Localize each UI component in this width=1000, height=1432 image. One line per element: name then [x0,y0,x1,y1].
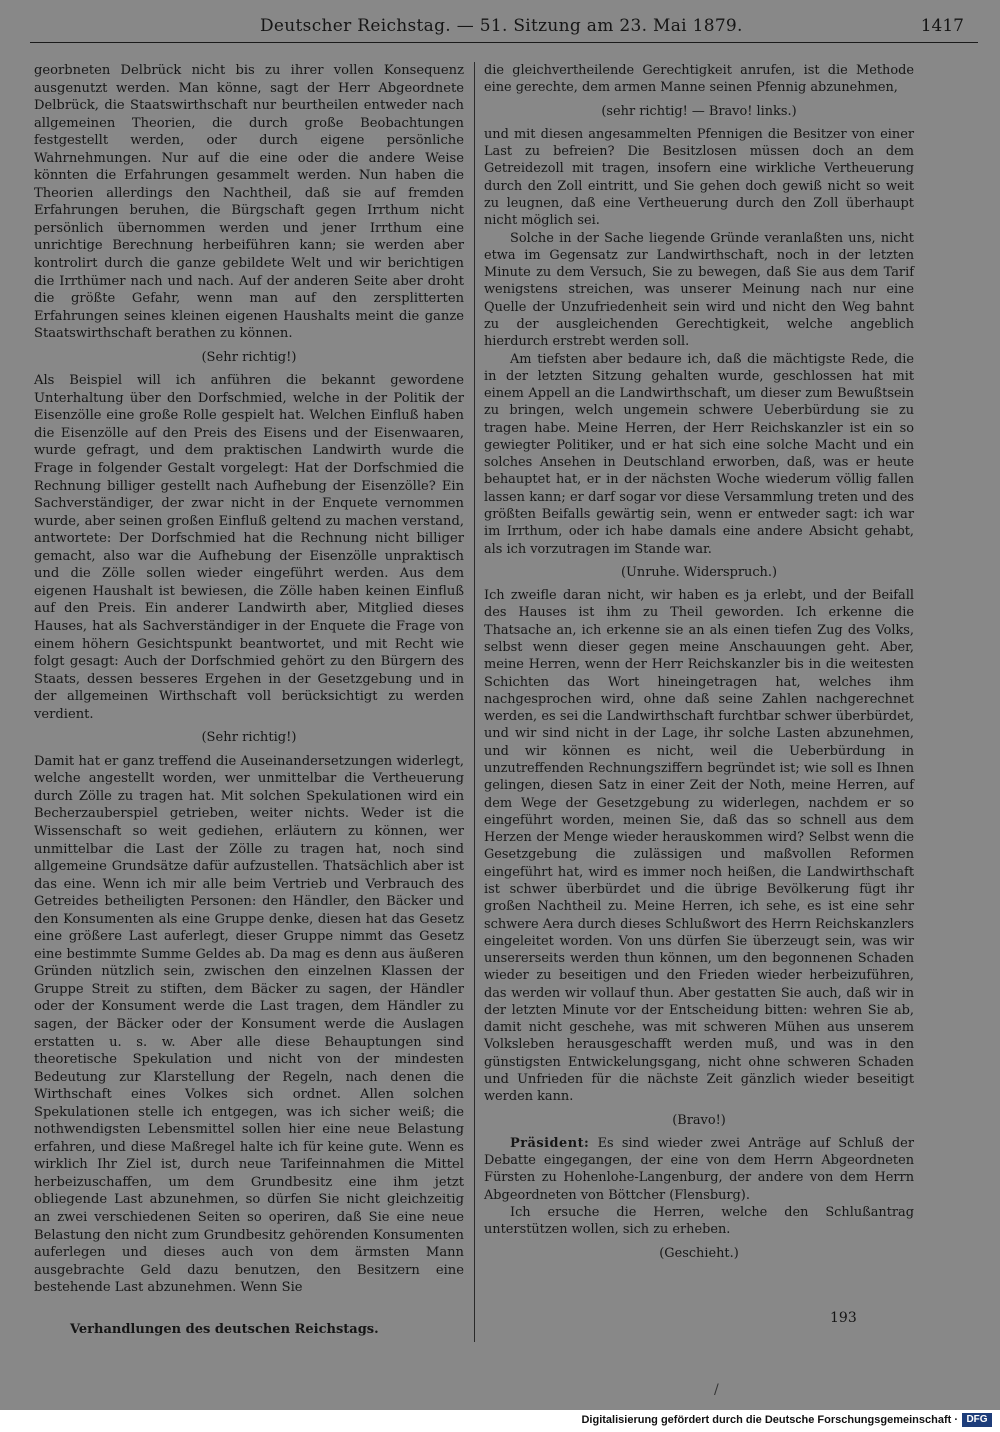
interjection-text: (sehr richtig! — Bravo! links.) [601,103,797,119]
paragraph [484,62,914,97]
running-header [30,14,982,36]
interjection [484,1245,914,1262]
paragraph-text: Ich ersuche die Herren, welche den Schlußantrag unterstützen wollen, sich zu erheben. [484,1205,914,1238]
paragraph [34,62,464,343]
statement-text: Es sind wieder zwei Anträge auf Schluß der Debatte eingegangen, der eine von dem Herrn Abgeordneten Fürsten zu Hohenlohe-Langenburg, der andere von dem Herrn Abgeordneten von Böttcher (Flensburg). [484,1135,914,1203]
left-column [34,62,464,1297]
interjection [484,103,914,120]
president-statement [484,1135,914,1204]
paragraph-text: georbneten Delbrück nicht bis zu ihrer vollen Konsequenz ausgenutzt werden. Man könne, sagt der Herr Abgeordnete Delbrück, die Staatswirthschaft nur beurtheilen entweder nach allgemeinen Theorien, die durch große Beobachtungen festgestellt werden, oder durch eigene persönliche Wahrnehmungen. Nur auf die eine oder die andere Weise könnten die Erfahrungen gesammelt werden. Nun haben die Theorien allerdings den Nachtheil, daß sie auf fremden Erfahrungen beruhen, die Bürgschaft gegen Irrthum nicht persönlich übernommen werden und jener Irrthum eine unrichtige Berechnung herbeiführen kann; sie werden aber kontrolirt durch die ganze gebildete Welt und wir berichtigen die Irrthümer nach und nach. Auf der anderen Seite aber droht die größte Gefahr, wenn man auf den zersplitterten Erfahrungen seines kleinen eigenen Haushalts meint die ganze Staatswirthschaft berathen zu können. [34,63,464,342]
interjection-text: (Sehr richtig!) [201,349,297,365]
paragraph [34,753,464,1297]
paragraph [484,230,914,351]
paragraph-text: Solche in der Sache liegende Gründe veranlaßten uns, nicht etwa im Gegensatz zur Landwirthschaft, noch in der letzten Minute zu dem Versuch, Sie zu bewegen, daß Sie aus dem Tarif wenigstens streichen, was unserer Meinung nach nur eine Quelle der Unzufriedenheit sein wird und nicht den Weg bahnt zu der ausgleichenden Gerechtigkeit, welche angeblich hierdurch erstrebt werden soll. [484,230,914,350]
paragraph [484,587,914,1105]
paragraph [484,126,914,230]
paragraph-text: die gleichvertheilende Gerechtigkeit anrufen, ist die Methode eine gerechte, dem armen Manne seinen Pfennig abzunehmen, [484,63,914,96]
interjection [34,349,464,367]
footer-publication: Verhandlungen des deutschen Reichstags. [70,1322,379,1337]
paragraph [484,1204,914,1239]
speaker-label: Präsident: [510,1135,590,1151]
interjection [484,1112,914,1129]
dfg-logo: DFG [962,1413,992,1427]
column-divider [474,62,475,1342]
signature-number: 193 [830,1310,857,1326]
interjection-text: (Geschieht.) [659,1245,739,1261]
paragraph-text: Als Beispiel will ich anführen die bekannt gewordene Unterhaltung über den Dorfschmied, welche in der Politik der Eisenzölle eine große Rolle gespielt hat. Welchen Einfluß haben die Eisenzölle auf den Preis des Eisens und der Eisenwaaren, wurde gefragt, und dem praktischen Landwirth wurde die Frage in folgender Gestalt vorgelegt: Hat der Dorfschmied die Rechnung billiger gestellt nach Aufhebung der Eisenzölle? Ein Sachverständiger, der zwar nicht in der Enquete vernommen wurde, aber seinen großen Einfluß geltend zu machen verstand, antwortete: Der Dorfschmied hat die Rechnung nicht billiger gemacht, also war die Aufhebung der Eisenzölle unpraktisch und die Zölle sollen wieder eingeführt werden. Aus dem eigenen Haushalt ist bewiesen, die Zölle haben keinen Einfluß auf den Preis. Ein anderer Landwirth aber, Mitglied dieses Hauses, hat als Sachverständiger in der Enquete die Frage von einem höhern Gesichtspunkt beantwortet, und mit Recht wie folgt gesagt: Auch der Dorfschmied gehört zu den Bürgern des Staats, dessen besseres Ergehen in der Gesetzgebung und in der allgemeinen Wirthschaft voll berücksichtigt zu werden verdient. [34,373,464,722]
header-rule [30,42,978,43]
header-title: Deutscher Reichstag. — 51. Sitzung am 23. Mai 1879. [260,16,743,36]
stray-mark: / [714,1382,719,1398]
paragraph-text: Am tiefsten aber bedaure ich, daß die mächtigste Rede, die in der letzten Sitzung gehalten wurde, geschlossen hat mit einem Appell an die Landwirthschaft, um dieser zum Bewußtsein zu bringen, welch ungemein schwere Ueberbürdung sie zu tragen habe. Meine Herren, der Herr Reichskanzler ist ein so gewiegter Politiker, und er hat sich eine solche Macht und ein solches Ansehen in Deutschland erworben, daß, was er heute behauptet hat, er in der nächsten Woche wiederum völlig fallen lassen kann; er darf sogar vor diese Versammlung treten und des größten Beifalls gewärtig sein, wenn er entweder sagt: ich war im Irrthum, oder ich habe damals eine andere Absicht gehabt, als ich vorzutragen im Stande war. [484,351,914,557]
interjection-text: (Bravo!) [672,1112,726,1128]
interjection-text: (Unruhe. Widerspruch.) [621,564,777,580]
paragraph [484,351,914,558]
interjection-text: (Sehr richtig!) [201,730,297,746]
interjection [484,564,914,581]
paragraph [34,372,464,723]
page-number: 1417 [920,16,964,36]
paragraph-text: Ich zweifle daran nicht, wir haben es ja erlebt, und der Beifall des Hauses ist ihm zu Theil geworden. Ich erkenne die Thatsache an, ich erkenne sie an als einen tiefen Zug des Volks, selbst wenn dieser gegen meine Anschauungen geht. Aber, meine Herren, wenn der Herr Reichskanzler bis in die weitesten Schichten das Wort hineingetragen hat, welches ihm nachgesprochen wird, ohne daß seine Zahlen nachgerechnet werden, es sei die Landwirthschaft furchtbar schwer überbürdet, und wir sind nicht in der Lage, ihr solche Lasten abzunehmen, und wir können es nicht, weil die Ueberbürdung in unzutreffenden Rechnungsziffern begründet ist; wie soll es Ihnen gelingen, diesen Satz in einer Zeit der Noth, meine Herren, auf dem Wege der Gesetzgebung zu widerlegen, nachdem er so eingeführt worden, meinen Sie, daß das so schnell aus dem Herzen der Menge wieder herauskommen wird? Selbst wenn die Gesetzgebung die zulässigen und maßvollen Reformen eingeführt hat, wird es immer noch heißen, die Landwirthschaft ist schwer überbürdet und die übrige Bevölkerung fügt ihr großen Nachtheil zu. Meine Herren, ich sehe, es ist eine sehr schwere Aera durch dieses Schlußwort des Herrn Reichskanzlers eingeleitet worden. Von uns dürfen Sie überzeugt sein, was wir unsererseits werden thun können, um den begonnenen Schaden wieder zu beseitigen und den Frieden wieder herbeizuführen, das werden wir vollauf thun. Aber gestatten Sie auch, daß wir in der letzten Minute vor der Entscheidung bitten: wehren Sie ab, damit nicht geschehe, was mit schweren Mühen aus unserem Volksleben herausgeschafft werden muß, und was in den günstigsten Entwickelungsgang, nicht ohne schweren Schaden und Unfrieden für die nächste Zeit gänzlich wieder beseitigt werden kann. [484,588,914,1105]
interjection [34,729,464,747]
paragraph-text: und mit diesen angesammelten Pfennigen die Besitzer von einer Last zu befreien? Die Besitzlosen müssen doch an dem Getreidezoll mit tragen, insofern eine wirkliche Vertheuerung durch den Zoll eintritt, und Sie gehen doch gewiß nicht so weit zu leugnen, daß eine Vertheuerung durch den Zoll überhaupt nicht möglich sei. [484,126,914,229]
dfg-credit: Digitalisierung gefördert durch die Deutsche Forschungsgemeinschaft · [581,1414,958,1426]
right-column [484,62,914,1268]
paragraph-text: Damit hat er ganz treffend die Auseinandersetzungen widerlegt, welche angestellt worden, wer unmittelbar die Vertheuerung durch Zölle zu tragen hat. Mit solchen Spekulationen wird ein Becherzauberspiel getrieben, weiter nichts. Weder ist die Wissenschaft so weit gediehen, erläutern zu können, wer unmittelbar die Last der Zölle zu tragen hat, noch sind allgemeine Grundsätze dafür aufzustellen. Thatsächlich aber ist das eine. Wenn ich mir alle beim Vertrieb und Verbrauch des Getreides betheiligten Personen: den Händler, den Bäcker und den Konsumenten als eine Gruppe denke, diesen hat das Gesetz eine größere Last auferlegt, dieser Gruppe nimmt das Gesetz eine bestimmte Summe Geldes ab. Da mag es denn aus äußeren Gründen nützlich sein, zwischen den einzelnen Klassen der Gruppe Streit zu stiften, dem Bäcker zu sagen, der Händler oder der Konsument werde die Last tragen, dem Händler zu sagen, der Bäcker oder der Konsument werde die Auslagen erstatten u. s. w. Aber alle diese Behauptungen sind theoretische Spekulation und nicht von der mindesten Bedeutung zur Klarstellung der Regeln, nach denen die Wirthschaft eines Volkes sich ordnet. Allen solchen Spekulationen stelle ich entgegen, was ich sicher weiß; die nothwendigsten Lebensmittel sollen hier eine neue Belastung erfahren, und diese Maßregel halte ich für keine gute. Wenn es wirklich Ihr Ziel ist, durch neue Tarifeinnahmen die Mittel herbeizuschaffen, um dem Grundbesitz eine ihm jetzt obliegende Last abzunehmen, so dürfen Sie nicht gleichzeitig an zwei verschiedenen Seiten so operiren, daß Sie eine neue Belastung den nicht zum Grundbesitz gehörenden Konsumenten auferlegen und dieses auch von dem ärmsten Mann ausgebrachte Geld dazu benutzen, den Besitzern eine bestehende Last abzunehmen. Wenn Sie [34,753,464,1296]
